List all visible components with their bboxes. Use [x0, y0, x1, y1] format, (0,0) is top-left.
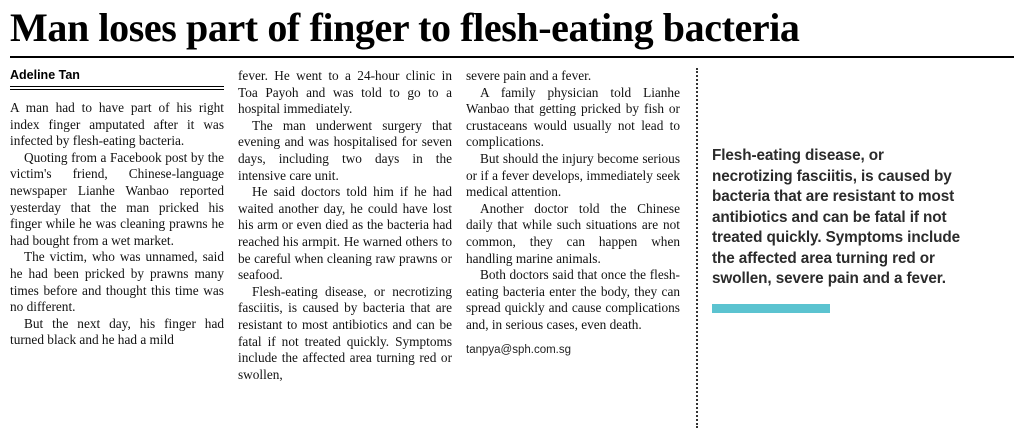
paragraph: But should the injury become serious or if a fever develops, immediately seek medical attention. [466, 150, 680, 200]
article-column-3 [466, 68, 694, 428]
byline-divider [10, 86, 224, 90]
column-1-text [10, 100, 224, 349]
paragraph: A family physician told Lianhe Wanbao that getting pricked by fish or crustaceans would usually not lead to complications. [466, 84, 680, 150]
column-3-text [466, 68, 680, 334]
vertical-dotted-divider [696, 68, 698, 428]
paragraph: fever. He went to a 24-hour clinic in Toa Payoh and was told to go to a hospital immediately. [238, 68, 452, 117]
paragraph: The victim, who was unnamed, said he had been pricked by prawns many times before and thought this time was no different. [10, 249, 224, 315]
paragraph: Another doctor told the Chinese daily that while such situations are not common, they can happen when handling marine animals. [466, 200, 680, 266]
article-column-2 [238, 68, 466, 428]
paragraph: Flesh-eating disease, or necrotizing fasciitis, is caused by bacteria that are resistant to most antibiotics and can be fatal if not treated quickly. Symptoms include the affected area turning red or swollen, [238, 283, 452, 382]
contact-email[interactable]: tanpya@sph.com.sg [466, 343, 572, 356]
paragraph: Both doctors said that once the flesh-eating bacteria enter the body, they can spread quickly and cause complications and, in serious cases, even death. [466, 267, 680, 332]
headline-divider [10, 56, 1014, 58]
article-column-1 [10, 68, 238, 428]
paragraph: But the next day, his finger had turned black and he had a mild [10, 315, 224, 348]
page-title: Man loses part of finger to flesh-eating bacteria [10, 5, 800, 50]
pullquote-accent-bar [712, 304, 830, 313]
column-2-text [238, 68, 452, 383]
pullquote [712, 68, 962, 428]
paragraph: Quoting from a Facebook post by the victim's friend, Chinese-language newspaper Lianhe Wanbao reported yesterday that the man pricked his finger while he was cleaning prawns he had bought from a wet market. [10, 149, 224, 248]
byline: Adeline Tan [10, 68, 80, 82]
paragraph: He said doctors told him if he had waited another day, he could have lost his arm or even died as the bacteria had reached his armpit. He warned others to be careful when cleaning raw prawns or seafood. [238, 184, 452, 283]
paragraph: severe pain and a fever. [466, 68, 592, 83]
paragraph: A man had to have part of his right index finger amputated after it was infected by flesh-eating bacteria. [10, 100, 224, 149]
pullquote-text: Flesh-eating disease, or necrotizing fasciitis, is caused by bacteria that are resistant to most antibiotics and can be fatal if not treated quickly. Symptoms include the affected area turning red or swollen, severe pain and a fever. [712, 147, 961, 287]
article-body [10, 68, 1014, 428]
paragraph: The man underwent surgery that evening and was hospitalised for seven days, including two days in the intensive care unit. [238, 117, 452, 183]
